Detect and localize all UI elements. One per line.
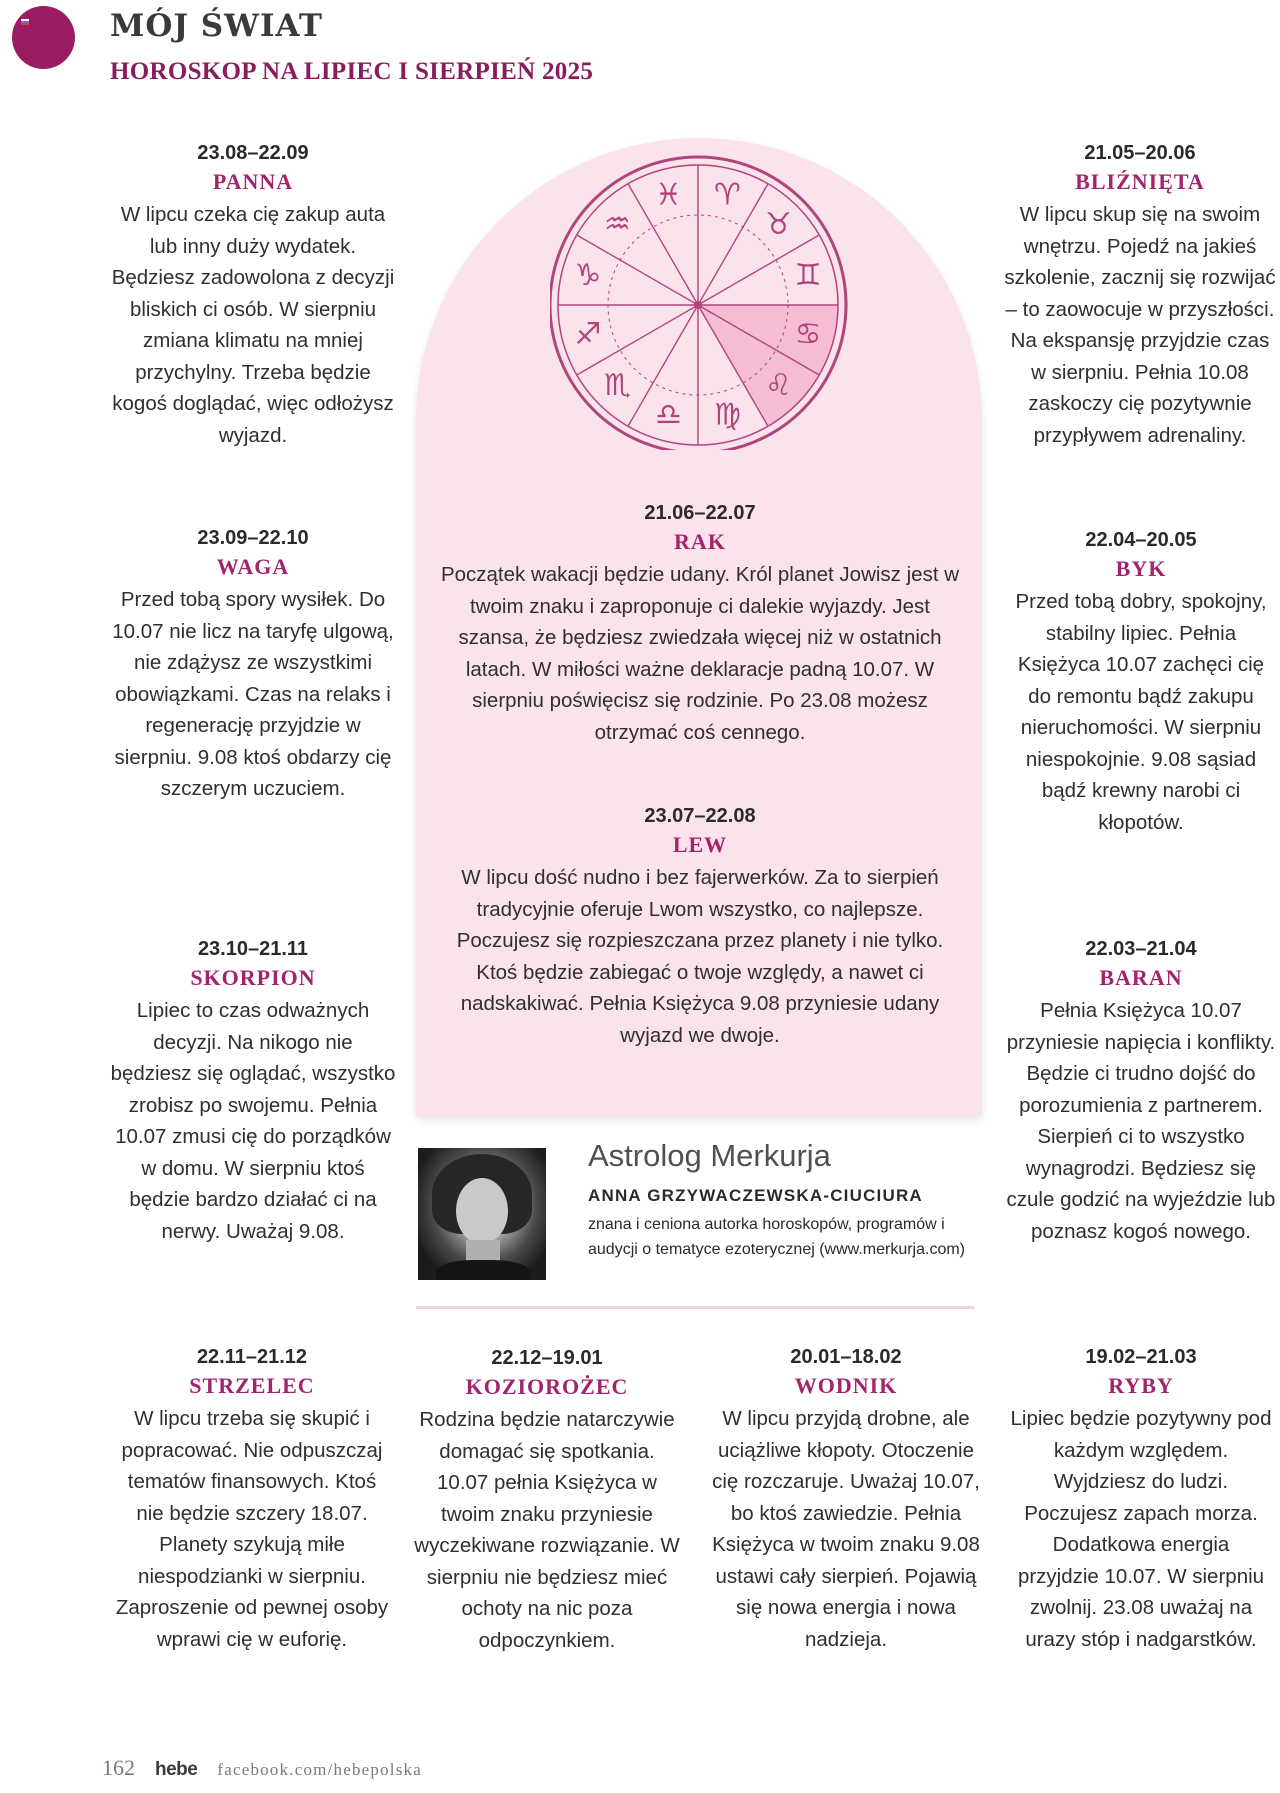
zodiac-glyph-icon: ♈ (714, 177, 741, 213)
page-footer (102, 1755, 422, 1785)
sign-panna (108, 140, 398, 451)
page-number: 162 (102, 1755, 135, 1780)
zodiac-glyph-icon: ♐ (574, 317, 602, 353)
sign-strzelec (112, 1344, 392, 1655)
section-title: MÓJ ŚWIAT (110, 8, 323, 44)
sign-text: W lipcu przyjdą drobne, ale uciążliwe kłopoty. Otoczenie cię rozczaruje. Uważaj 10.07, bo ktoś zawiedzie. Pełnia Księżyca w twoim znaku 9.08 ustawi cały sierpień. Pojawią się nowa energia i nowa nadzieja. (712, 1407, 980, 1651)
sign-dates: 19.02–21.03 (1085, 1346, 1197, 1368)
zodiac-glyph-icon: ♌ (765, 368, 793, 404)
sign-name: WAGA (216, 554, 290, 579)
sign-dates: 23.09–22.10 (197, 527, 309, 549)
sign-name: RYBY (1108, 1373, 1174, 1398)
wheel-center (694, 301, 702, 309)
facebook-link[interactable]: facebook.com/hebepolska (217, 1760, 422, 1779)
sign-dates: 21.05–20.06 (1084, 142, 1196, 164)
sign-koziorozec (414, 1345, 680, 1656)
sign-text: W lipcu czeka cię zakup auta lub inny duży wydatek. Będziesz zadowolona z decyzji bliskich ci osób. W sierpniu zmiana klimatu na mniej przychylny. Trzeba będzie kogoś doglądać, więc odłożysz wyjazd. (111, 203, 395, 447)
author-label: Astrolog Merkurja (588, 1138, 831, 1173)
zodiac-glyph-icon: ♊ (794, 257, 822, 293)
sign-dates: 20.01–18.02 (790, 1346, 902, 1368)
sign-name: PANNA (212, 169, 294, 194)
sign-name: SKORPION (190, 965, 316, 990)
zodiac-glyph-icon: ♎ (655, 397, 682, 433)
sign-waga (110, 525, 396, 805)
sign-dates: 22.04–20.05 (1085, 529, 1197, 551)
sign-lew (436, 803, 964, 1051)
sign-dates: 23.10–21.11 (197, 938, 309, 960)
zodiac-glyph-icon: ♏ (603, 368, 631, 404)
sign-name: BLIŹNIĘTA (1075, 169, 1205, 194)
sign-name: RAK (674, 529, 726, 554)
magazine-name: hebe (155, 1759, 198, 1780)
author-name: ANNA GRZYWACZEWSKA-CIUCIURA (588, 1186, 923, 1205)
sign-text: Przed tobą spory wysiłek. Do 10.07 nie licz na taryfę ulgową, nie zdążysz ze wszystkimi obowiązkami. Czas na relaks i regenerację przyjdzie w sierpniu. 9.08 ktoś obdarzy cię szczerym uczuciem. (112, 588, 394, 800)
zodiac-glyph-icon: ♒ (603, 206, 631, 242)
section-badge (12, 6, 75, 69)
zodiac-glyph-icon: ♍ (714, 397, 741, 433)
sign-dates: 21.06–22.07 (644, 502, 756, 524)
sign-name: STRZELEC (189, 1373, 315, 1398)
sign-name: LEW (672, 832, 728, 857)
sign-name: WODNIK (794, 1373, 898, 1398)
sign-dates: 22.12–19.01 (491, 1347, 603, 1369)
sign-text: W lipcu skup się na swoim wnętrzu. Pojedź na jakieś szkolenie, zacznij się rozwijać – to zaowocuje w przyszłości. Na ekspansję przyjdzie czas w sierpniu. Pełnia 10.08 zaskoczy cię pozytywnie przypływem adrenaliny. (1004, 203, 1276, 447)
sign-wodnik (705, 1344, 987, 1655)
sign-dates: 22.03–21.04 (1085, 938, 1197, 960)
zodiac-glyph-icon: ♉ (765, 206, 793, 242)
sign-text: Przed tobą dobry, spokojny, stabilny lipiec. Pełnia Księżyca 10.07 zachęci cię do remontu bądź zakupu nieruchomości. W sierpniu niespokojnie. 9.08 sąsiad bądź krewny narobi ci kłopotów. (1015, 590, 1267, 834)
sign-text: Pełnia Księżyca 10.07 przyniesie napięcia i konflikty. Będzie ci trudno dojść do porozumienia z partnerem. Sierpień ci to wszystko wynagrodzi. Będziesz się czule godzić na wyjeździe lub poznasz kogoś nowego. (1006, 999, 1276, 1243)
zodiac-glyph-icon: ♓ (655, 177, 682, 213)
sign-ryby (1010, 1344, 1272, 1655)
sign-dates: 23.08–22.09 (197, 142, 309, 164)
sign-name: BARAN (1099, 965, 1183, 990)
author-photo (418, 1148, 546, 1280)
divider (416, 1306, 974, 1309)
sign-blizneta (1002, 140, 1278, 451)
zodiac-glyph-icon: ♑ (574, 257, 602, 293)
zodiac-glyph-icon: ♋ (794, 317, 822, 353)
sign-byk (1004, 527, 1278, 838)
author-description: znana i ceniona autorka horoskopów, programów i audycji o tematyce ezoterycznej (www.merkurja.com) (588, 1216, 966, 1258)
sign-text: Początek wakacji będzie udany. Król planet Jowisz jest w twoim znaku i zaproponuje ci dalekie wyjazdy. Jest szansa, że będziesz zwiedzała więcej niż w ostatnich latach. W miłości ważne deklaracje padną 10.07. W sierpniu poświęcisz się rodzinie. Po 23.08 możesz otrzymać coś cennego. (440, 563, 960, 744)
sign-text: Lipiec będzie pozytywny pod każdym względem. Wyjdziesz do ludzi. Poczujesz zapach morza. Dodatkowa energia przyjdzie 10.07. W sierpniu zwolnij. 23.08 uważaj na urazy stóp i nadgarstków. (1010, 1407, 1272, 1651)
sign-name: KOZIOROŻEC (465, 1374, 629, 1399)
sign-name: BYK (1115, 556, 1167, 581)
sign-baran (1002, 936, 1280, 1247)
zodiac-wheel-icon (550, 140, 850, 450)
page-subtitle: HOROSKOP NA LIPIEC I SIERPIEŃ 2025 (110, 58, 594, 85)
sign-text: W lipcu trzeba się skupić i popracować. Nie odpuszczaj tematów finansowych. Ktoś nie będzie szczery 18.07. Planety szykują miłe niespodzianki w sierpniu. Zaproszenie od pewnej osoby wprawi cię w euforię. (115, 1407, 389, 1651)
sign-text: W lipcu dość nudno i bez fajerwerków. Za to sierpień tradycyjnie oferuje Lwom wszystko, co najlepsze. Poczujesz się rozpieszczana przez planety i nie tylko. Ktoś będzie zabiegać o twoje względy, a nawet ci nadskakiwać. Pełnia Księżyca 9.08 przyniesie udany wyjazd we dwoje. (456, 866, 944, 1047)
sign-text: Lipiec to czas odważnych decyzji. Na nikogo nie będziesz się oglądać, wszystko zrobisz po swojemu. Pełnia 10.07 zmusi cię do porządków w domu. W sierpniu ktoś będzie bardzo działać ci na nerwy. Uważaj 9.08. (110, 999, 396, 1243)
sign-rak (440, 500, 960, 748)
sign-text: Rodzina będzie natarczywie domagać się spotkania. 10.07 pełnia Księżyca w twoim znaku przyniesie wyczekiwane rozwiązanie. W sierpniu nie będziesz mieć ochoty na nic poza odpoczynkiem. (414, 1408, 680, 1652)
flag-icon (21, 19, 29, 25)
sign-dates: 22.11–21.12 (196, 1346, 308, 1368)
sign-skorpion (110, 936, 396, 1247)
sign-dates: 23.07–22.08 (644, 805, 756, 827)
